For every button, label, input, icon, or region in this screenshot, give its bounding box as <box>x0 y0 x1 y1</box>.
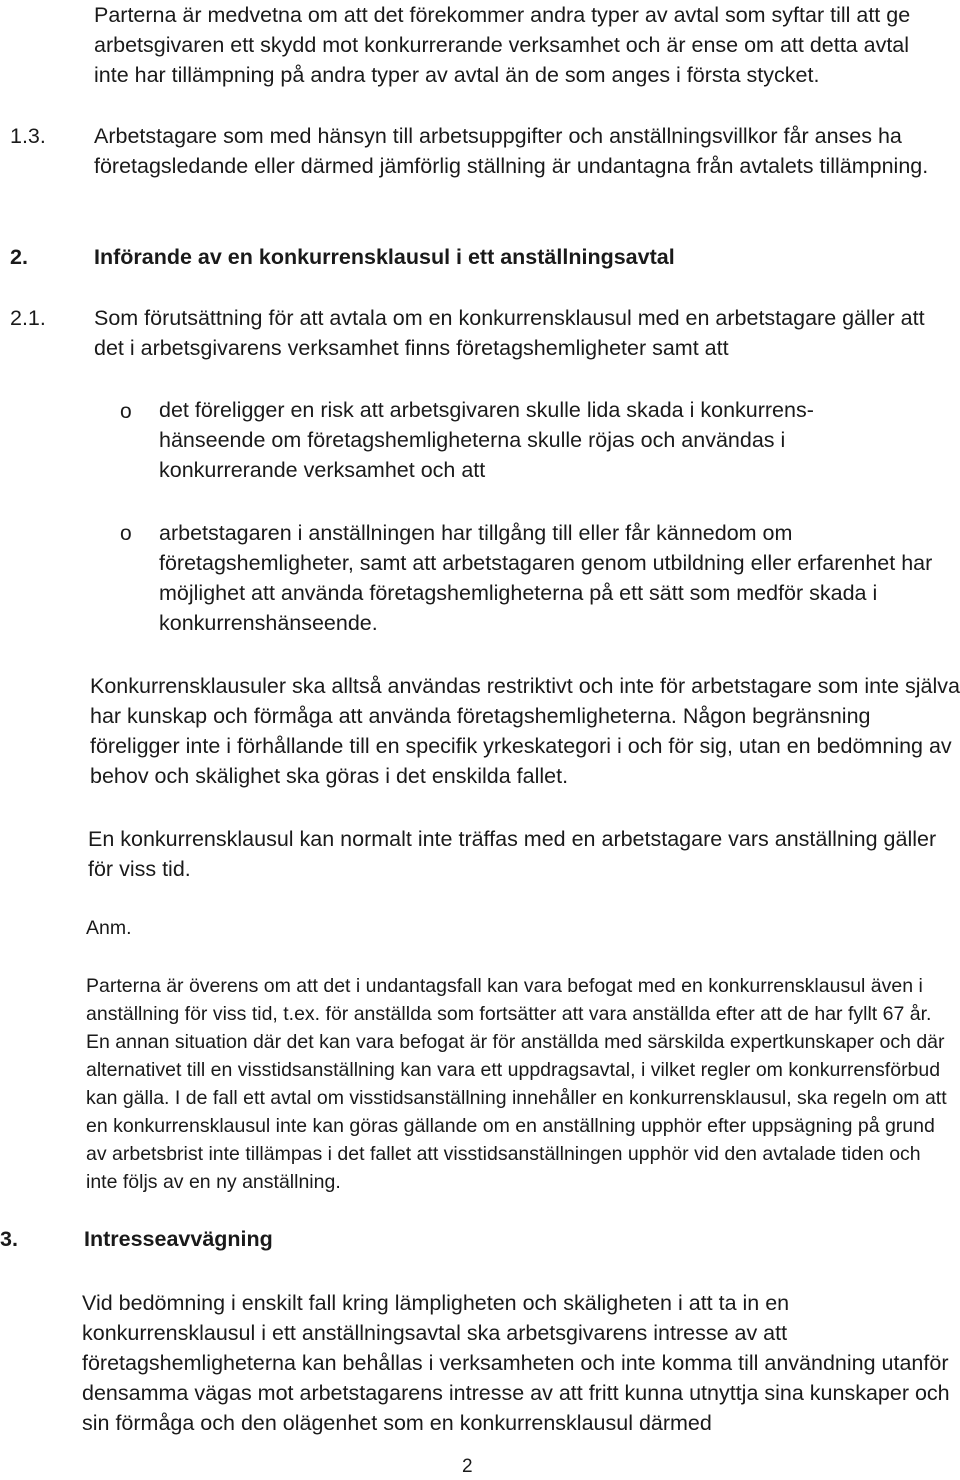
heading-2-number: 2. <box>10 245 28 269</box>
intro-paragraph: Parterna är medvetna om att det förekommer andra typer av avtal som syftar till att ge arbetsgivaren ett skydd mot konkurrerande verksamhet och är ense om att detta avtal inte har tillämpning på andra typer av avtal än de som anges i första stycket. <box>94 3 911 87</box>
fixed-term-paragraph: En konkurrensklausul kan normalt inte träffas med en arbetstagare vars anställning gäller för viss tid. <box>88 827 937 881</box>
section-1-3-number: 1.3. <box>10 124 46 148</box>
note-label: Anm. <box>86 917 132 939</box>
section-2-1-text: Som förutsättning för att avtala om en konkurrensklausul med en arbetstagare gäller att det i arbetsgivarens verksamhet finns företagshemligheter samt att <box>94 306 925 360</box>
bullet-item-risk: det föreligger en risk att arbetsgivaren skulle lida skada i konkurrens-hänseende om företagshemligheterna skulle röjas och användas i konkurrerande verksamhet och att <box>159 398 814 482</box>
bullet-item-access: arbetstagaren i anställningen har tillgång till eller får kännedom om företagshemligheter, samt att arbetstagaren genom utbildning eller erfarenhet har möjlighet att använda företagshemligheterna på ett sätt som medför skada i konkurrenshänseende. <box>159 521 933 635</box>
bullet-marker: o <box>120 522 132 545</box>
heading-3-title: Intresseavvägning <box>84 1227 273 1251</box>
section-1-3-text: Arbetstagare som med hänsyn till arbetsuppgifter och anställningsvillkor får anses ha företagsledande eller därmed jämförlig ställning är undantagna från avtalets tillämpning. <box>94 124 929 178</box>
note-text: Parterna är överens om att det i undantagsfall kan vara befogat med en konkurrensklausul även i anställning för viss tid, t.ex. för anställda som fortsätter att vara anställda efter att de har fyllt 67 år. En annan situation där det kan vara befogat är för anställda med särskilda expertkunskaper och där alternativet till en visstidsanställning kan vara ett uppdragsavtal, i vilket regler om konkurrensförbud kan gälla. I de fall ett avtal om visstidsanställning innehåller en konkurrensklausul, ska regeln om att en konkurrensklausul inte kan göras gällande om en anställning upphör efter uppsägning på grund av arbetsbrist inte tillämpas i det fallet att visstidsanställningen upphör vid den avtalade tiden och inte följs av en ny anställning. <box>86 975 947 1193</box>
heading-3-number: 3. <box>0 1227 18 1251</box>
heading-2-title: Införande av en konkurrensklausul i ett anställningsavtal <box>94 245 675 269</box>
restrictive-use-paragraph: Konkurrensklausuler ska alltså användas restriktivt och inte för arbetstagare som inte själva har kunskap och förmåga att använda företagshemligheterna. Någon begränsning föreligger inte i förhållande till en specifik yrkeskategori i och för sig, utan en bedömning av behov och skälighet ska göras i det enskilda fallet. <box>90 674 960 788</box>
bullet-marker: o <box>120 400 132 423</box>
section-3-text: Vid bedömning i enskilt fall kring lämpligheten och skäligheten i att ta in en konkurrensklausul i ett anställningsavtal ska arbetsgivarens intresse av att företagshemligheterna kan behållas i verksamheten och inte komma till användning utanför densamma vägas mot arbetstagarens intresse av att fritt kunna utnyttja sina kunskaper och sin förmåga och den olägenhet som en konkurrensklausul därmed <box>82 1291 950 1435</box>
section-2-1-number: 2.1. <box>10 306 46 330</box>
page-number: 2 <box>462 1456 473 1477</box>
